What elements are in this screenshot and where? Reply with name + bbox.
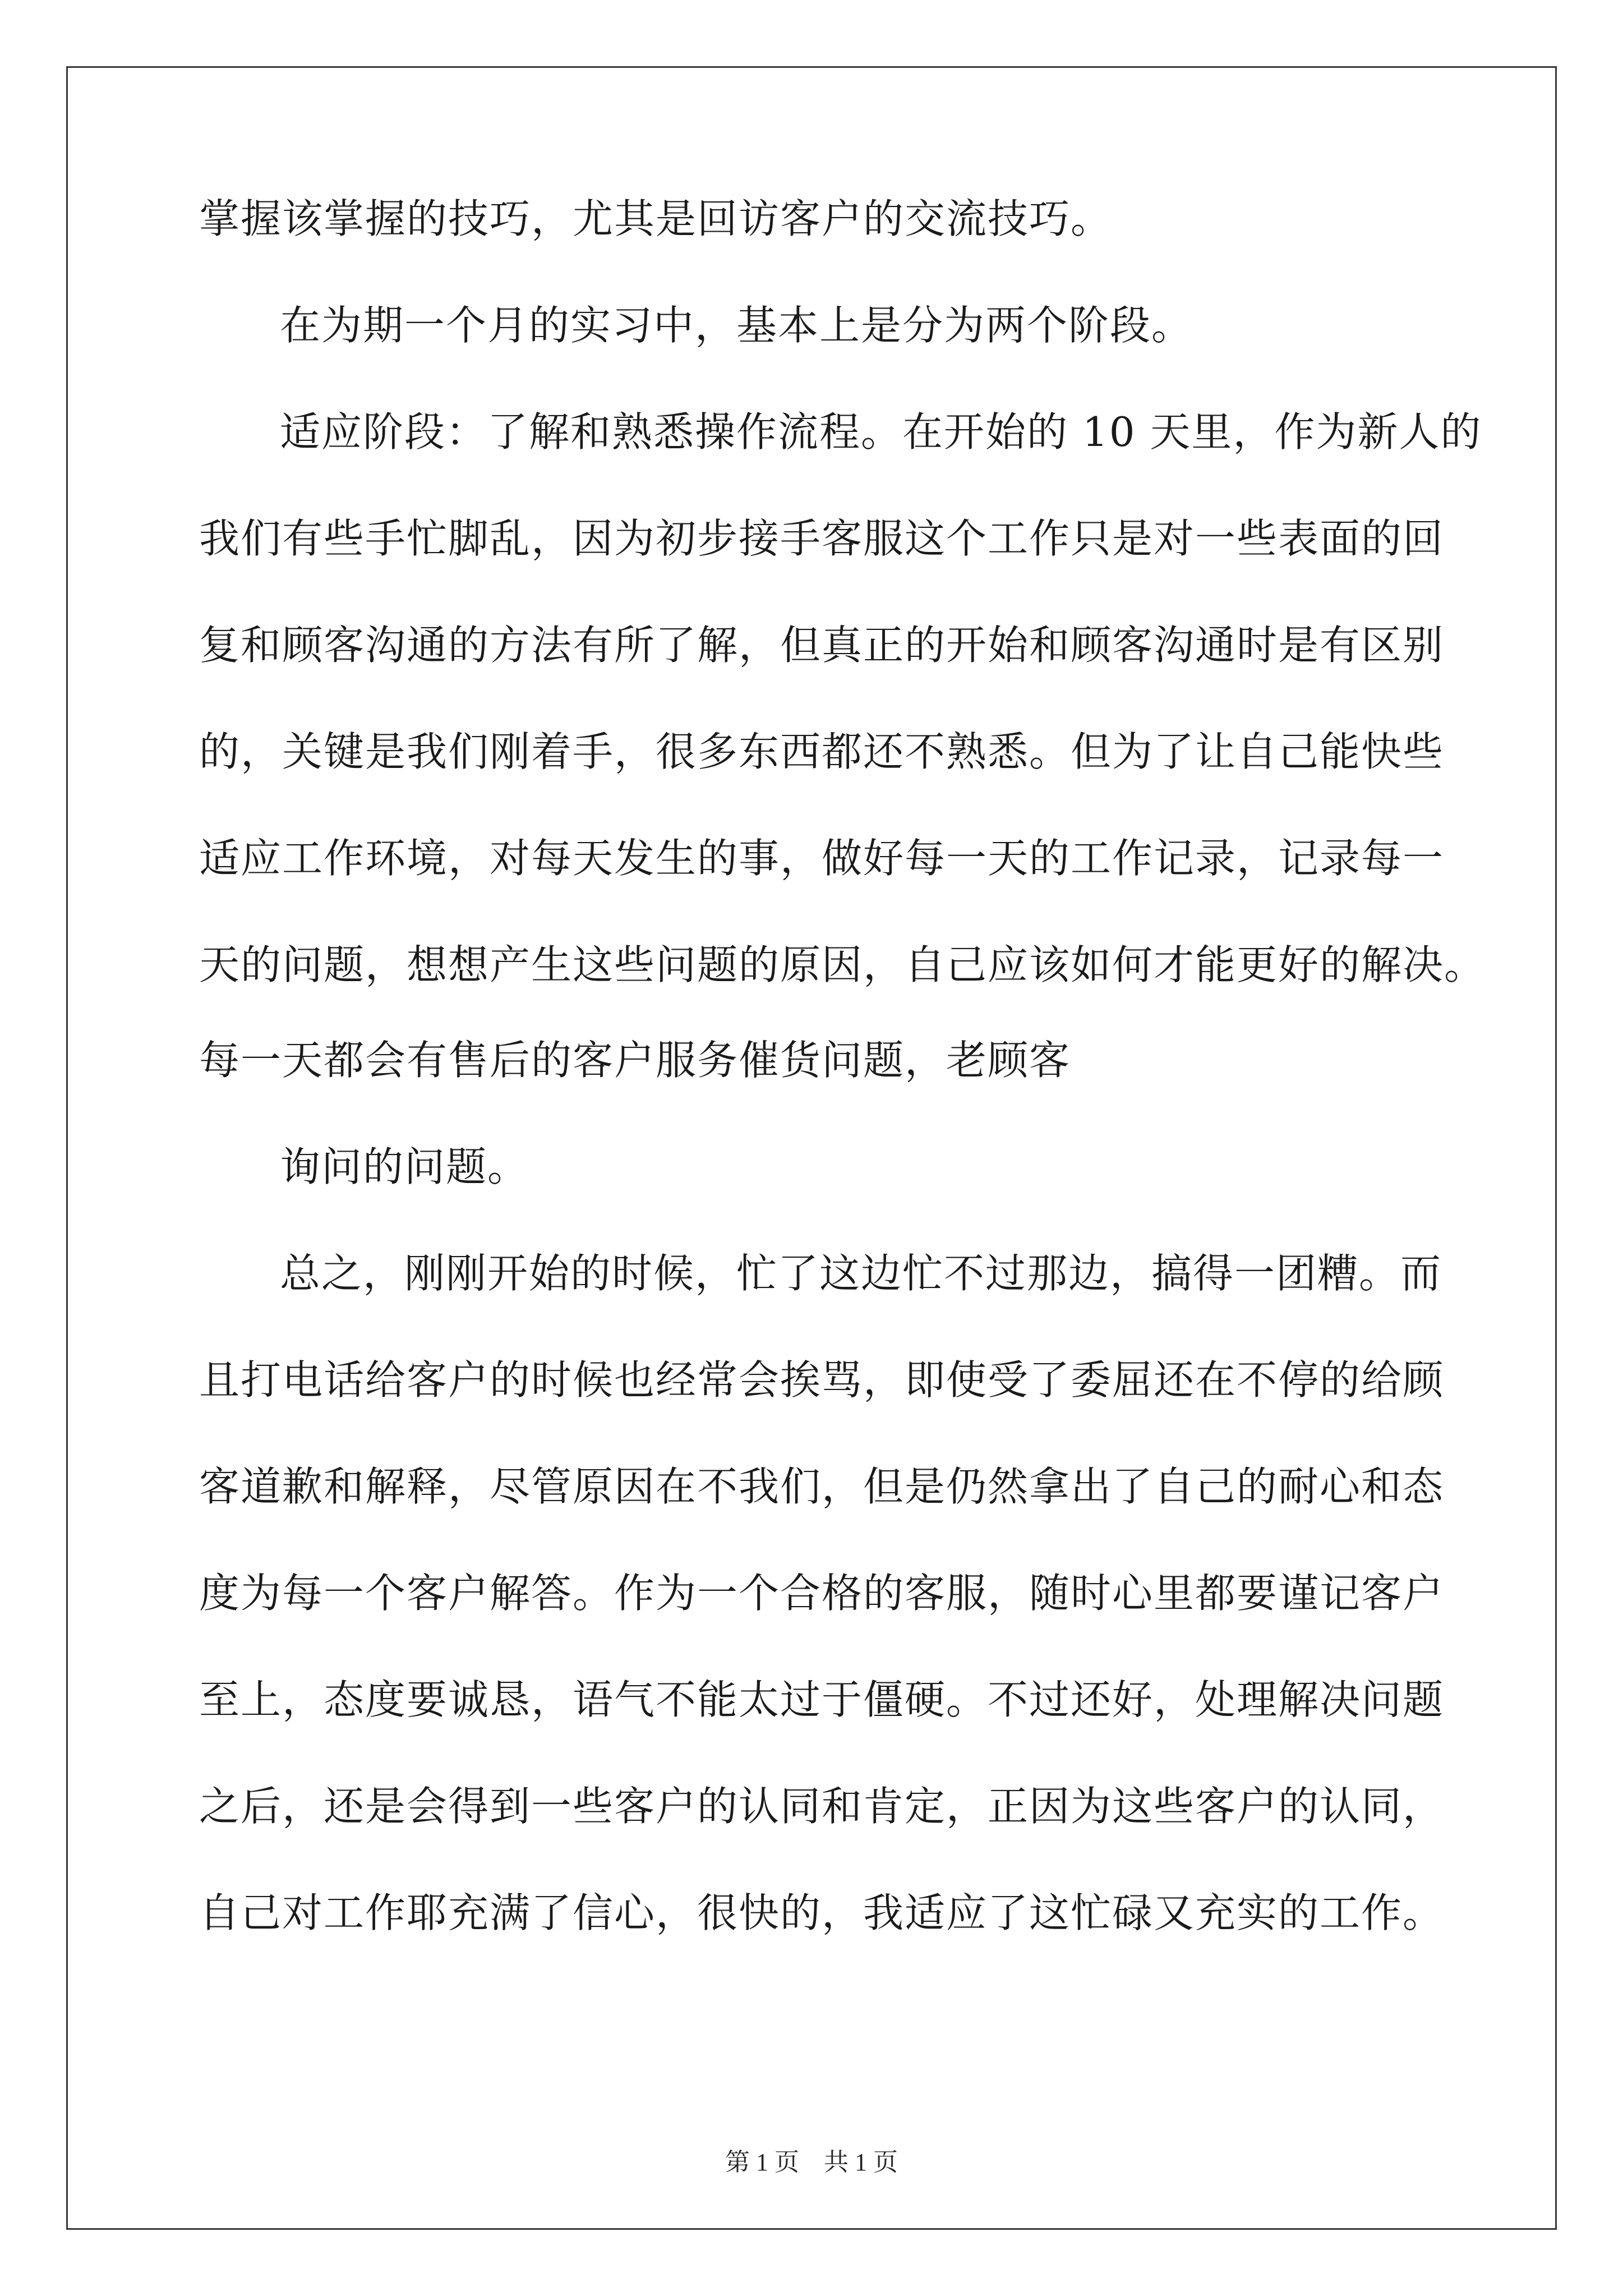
text-line: 复和顾客沟通的方法有所了解，但真正的开始和顾客沟通时是有区别 <box>199 622 1445 669</box>
text-line: 之后，还是会得到一些客户的认同和肯定，正因为这些客户的认同， <box>199 1783 1445 1830</box>
paragraph-first-line: 适应阶段：了解和熟悉操作流程。在开始的 10 天里，作为新人的 <box>280 408 1482 455</box>
text-line: 的，关键是我们刚着手，很多东西都还不熟悉。但为了让自己能快些 <box>199 728 1445 775</box>
paragraph-first-line: 询问的问题。 <box>280 1143 529 1190</box>
text-line: 客道歉和解释，尽管原因在不我们，但是仍然拿出了自己的耐心和态 <box>199 1463 1445 1510</box>
text-line: 掌握该掌握的技巧，尤其是回访客户的交流技巧。 <box>199 195 1113 242</box>
paragraph-first-line: 总之，刚刚开始的时候，忙了这边忙不过那边，搞得一团糟。而 <box>280 1250 1442 1297</box>
text-line: 适应工作环境，对每天发生的事，做好每一天的工作记录，记录每一 <box>199 835 1445 882</box>
text-line: 每一天都会有售后的客户服务催货问题，老顾客 <box>199 1037 1071 1084</box>
text-line: 自己对工作耶充满了信心，很快的，我适应了这忙碌又充实的工作。 <box>199 1889 1445 1936</box>
paragraph-first-line: 在为期一个月的实习中，基本上是分为两个阶段。 <box>280 302 1193 349</box>
text-line: 且打电话给客户的时候也经常会挨骂，即使受了委屈还在不停的给顾 <box>199 1356 1445 1404</box>
text-line: 至上，态度要诚恳，语气不能太过于僵硬。不过还好，处理解决问题 <box>199 1676 1445 1723</box>
text-line: 我们有些手忙脚乱，因为初步接手客服这个工作只是对一些表面的回 <box>199 515 1445 562</box>
text-line: 度为每一个客户解答。作为一个合格的客服，随时心里都要谨记客户 <box>199 1570 1445 1617</box>
text-line: 天的问题，想想产生这些问题的原因，自己应该如何才能更好的解决。 <box>199 941 1486 988</box>
page-number-footer: 第 1 页 共 1 页 <box>725 2148 898 2176</box>
